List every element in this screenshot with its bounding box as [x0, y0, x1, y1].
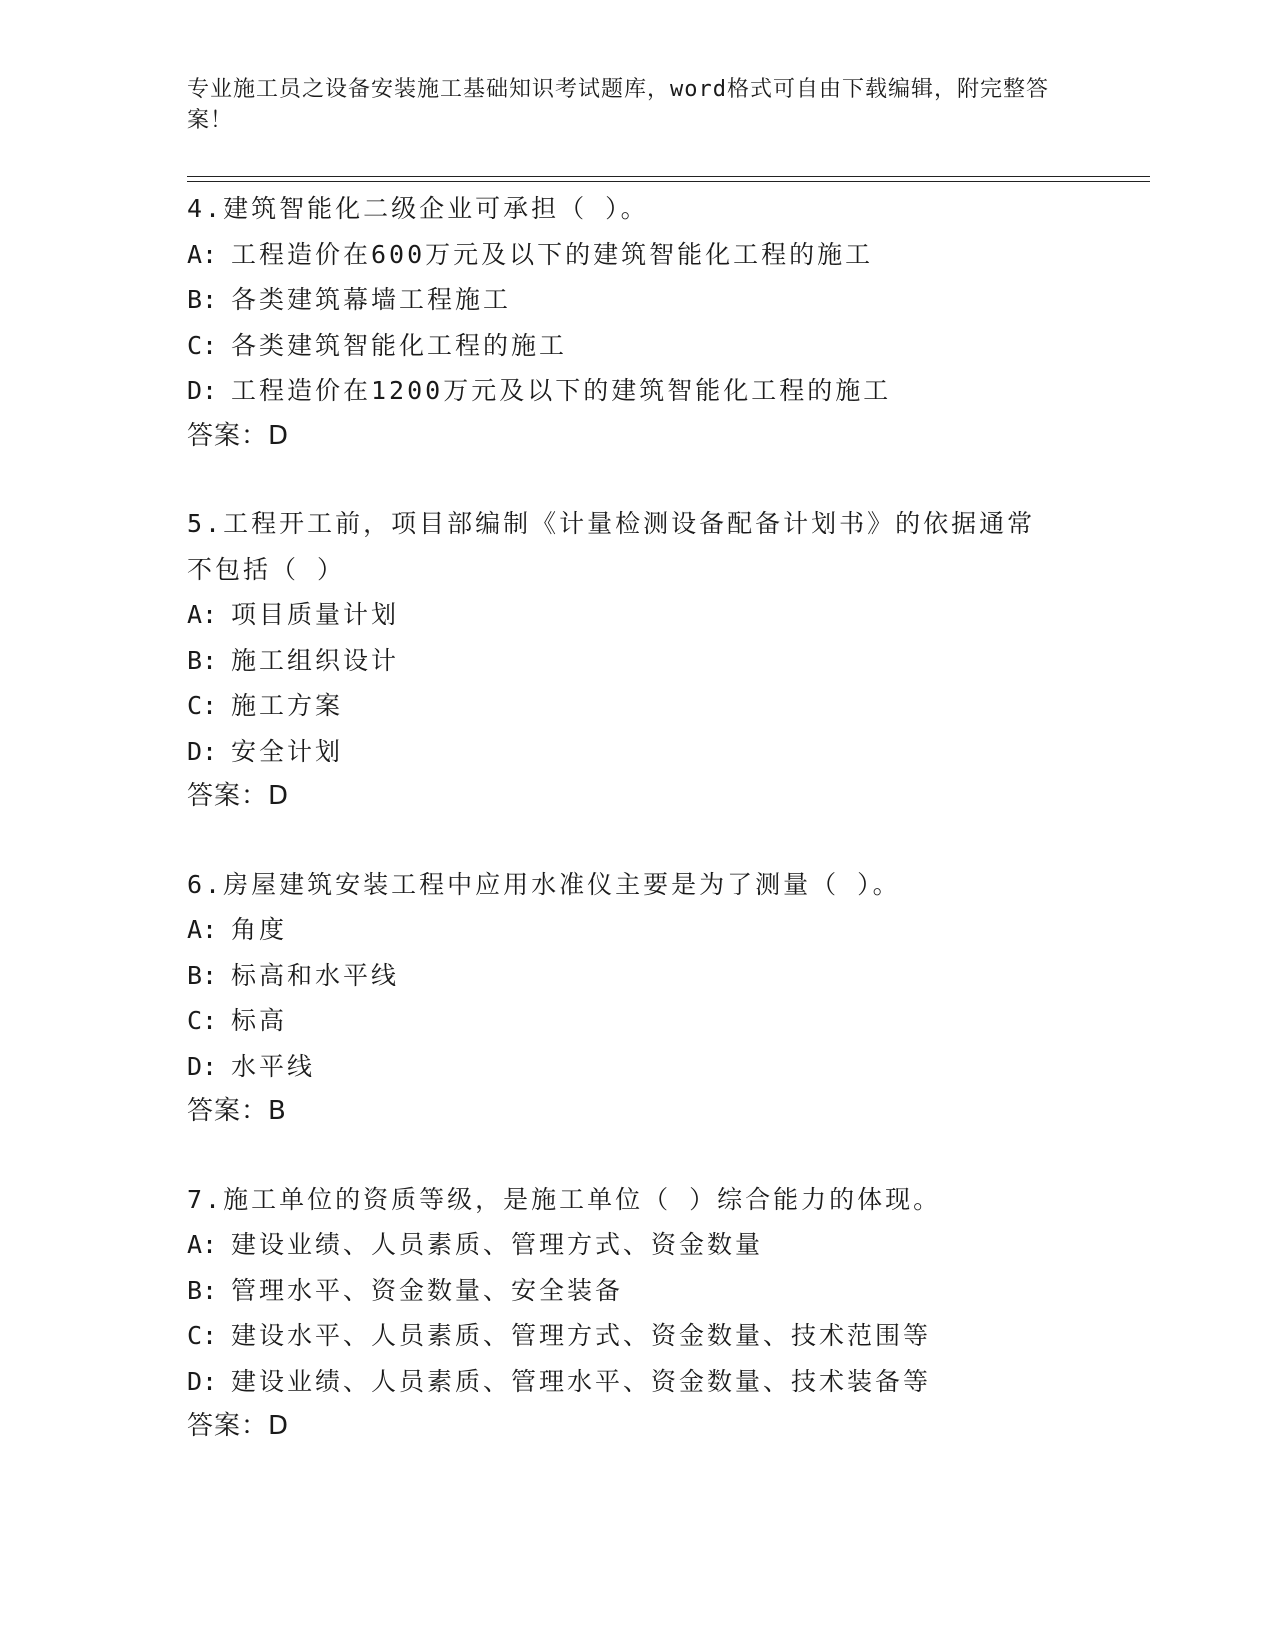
option-key: C:	[187, 691, 218, 720]
option-key: B:	[187, 960, 218, 990]
header-divider-bottom	[187, 181, 1150, 182]
option-key: D:	[187, 1051, 218, 1081]
option-d	[187, 368, 1087, 414]
option-text: 工程造价在600万元及以下的建筑智能化工程的施工	[231, 239, 874, 269]
document-header	[187, 74, 1067, 136]
option-text: 各类建筑幕墙工程施工	[231, 285, 512, 314]
option-text: 各类建筑智能化工程的施工	[231, 330, 568, 360]
option-key: B:	[187, 1275, 218, 1305]
question-5	[187, 501, 1087, 820]
option-text: 建设水平、人员素质、管理方式、资金数量、技术范围等	[231, 1321, 932, 1350]
option-text: 工程造价在1200万元及以下的建筑智能化工程的施工	[231, 376, 892, 405]
option-text: 标高和水平线	[231, 960, 400, 990]
option-a	[187, 592, 1087, 638]
option-key: A:	[187, 239, 218, 269]
question-text: 5.工程开工前，项目部编制《计量检测设备配备计划书》的依据通常不包括（ ）	[187, 509, 1036, 584]
option-key: A:	[187, 1230, 218, 1259]
option-a	[187, 907, 1087, 953]
question-text: 7.施工单位的资质等级，是施工单位（ ）综合能力的体现。	[187, 1184, 942, 1214]
option-text: 施工组织设计	[231, 645, 400, 675]
option-text: 水平线	[231, 1051, 316, 1081]
option-d	[187, 1044, 1087, 1090]
option-c	[187, 1313, 1087, 1359]
option-text: 建设业绩、人员素质、管理方式、资金数量	[231, 1230, 764, 1259]
option-key: B:	[187, 285, 218, 314]
option-text: 施工方案	[231, 691, 344, 720]
option-a	[187, 1222, 1087, 1268]
answer: 答案：D	[187, 1411, 290, 1441]
option-b	[187, 638, 1087, 684]
header-intro-text: 专业施工员之设备安装施工基础知识考试题库，word格式可自由下载编辑，附完整答案！	[187, 77, 1049, 133]
option-key: D:	[187, 736, 218, 766]
question-text: 4.建筑智能化二级企业可承担（ ）。	[187, 194, 649, 223]
option-text: 管理水平、资金数量、安全装备	[231, 1275, 624, 1305]
answer: 答案：D	[187, 781, 290, 811]
option-key: C:	[187, 1321, 218, 1350]
option-key: B:	[187, 645, 218, 675]
option-text: 标高	[231, 1006, 288, 1035]
answer: 答案：D	[187, 420, 290, 451]
option-b	[187, 277, 1087, 323]
question-4	[187, 186, 1087, 459]
option-d	[187, 729, 1087, 775]
option-a	[187, 232, 1087, 278]
option-text: 项目质量计划	[231, 600, 400, 629]
option-text: 角度	[231, 915, 288, 944]
option-key: C:	[187, 1006, 218, 1035]
option-key: D:	[187, 376, 218, 405]
option-key: C:	[187, 330, 218, 360]
option-text: 安全计划	[231, 736, 344, 766]
option-key: D:	[187, 1366, 218, 1396]
option-b	[187, 953, 1087, 999]
option-b	[187, 1268, 1087, 1314]
question-6	[187, 862, 1087, 1135]
option-c	[187, 998, 1087, 1044]
question-list	[187, 186, 1087, 1492]
option-key: A:	[187, 600, 218, 629]
option-d	[187, 1359, 1087, 1405]
question-text: 6.房屋建筑安装工程中应用水准仪主要是为了测量（ ）。	[187, 869, 901, 899]
answer: 答案：B	[187, 1096, 287, 1126]
option-c	[187, 683, 1087, 729]
header-divider-top	[187, 176, 1150, 177]
option-key: A:	[187, 915, 218, 944]
option-text: 建设业绩、人员素质、管理水平、资金数量、技术装备等	[231, 1366, 932, 1396]
question-7	[187, 1177, 1087, 1450]
option-c	[187, 323, 1087, 369]
